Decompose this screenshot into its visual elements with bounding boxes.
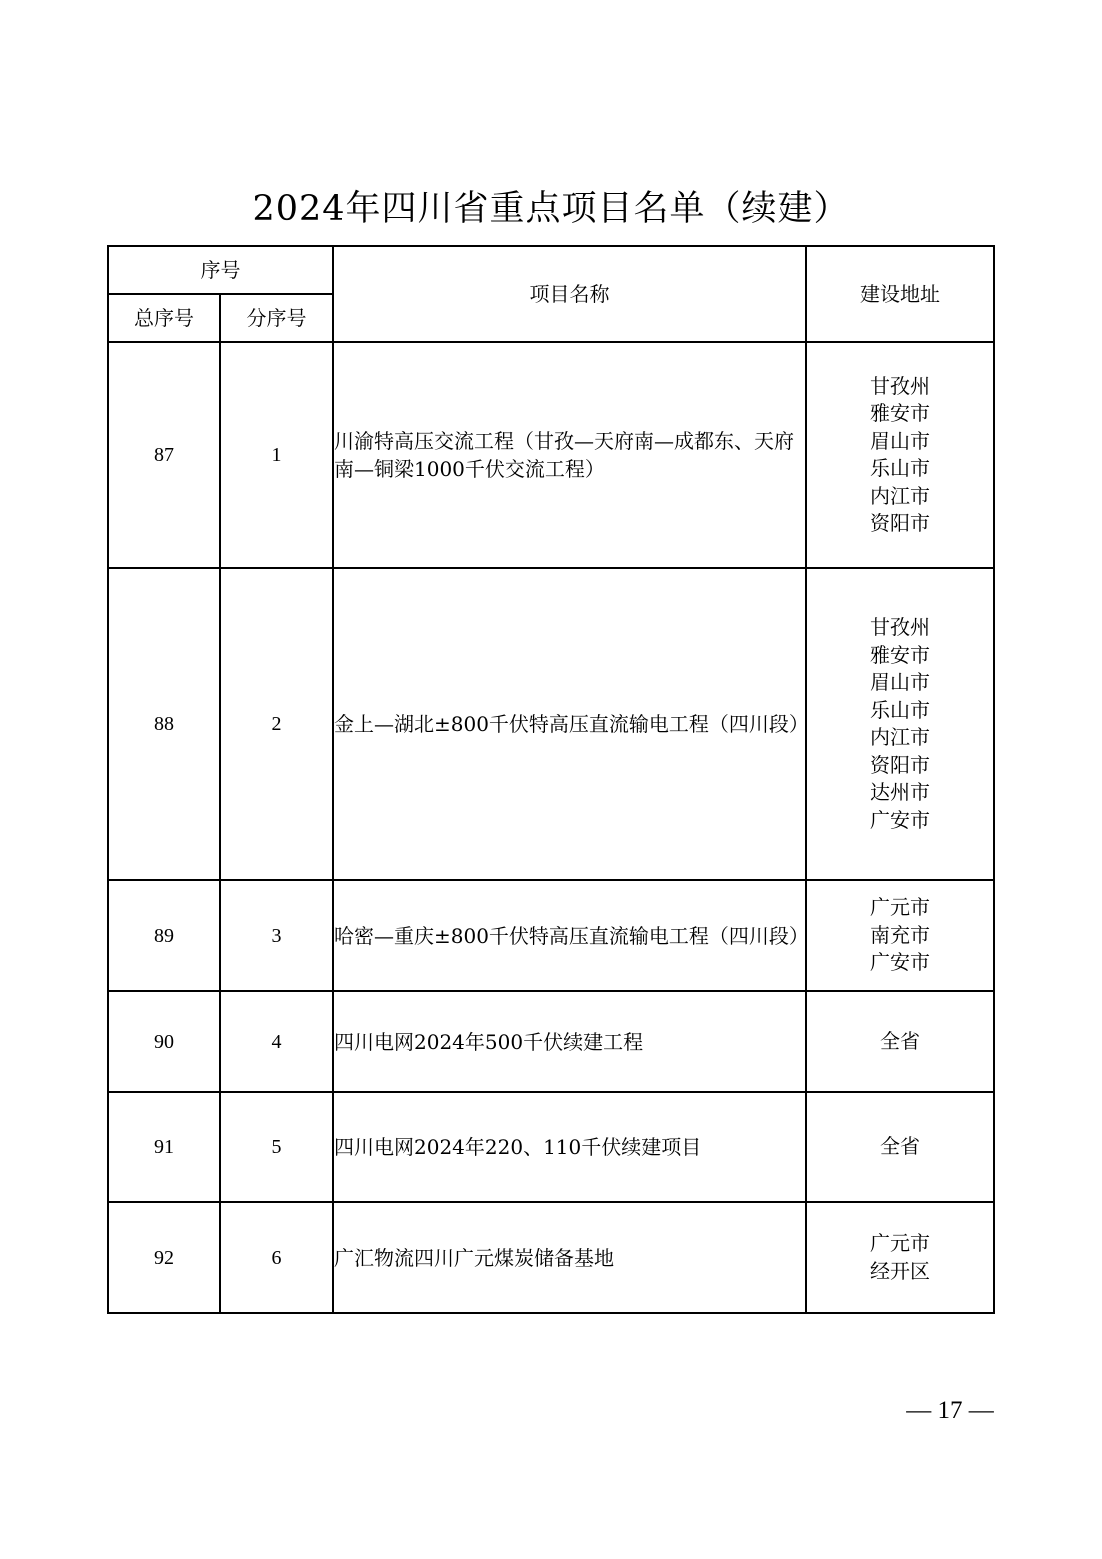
table-row bbox=[108, 880, 994, 991]
location-item: 甘孜州 bbox=[870, 615, 930, 639]
total-sequence-cell: 87 bbox=[108, 342, 220, 568]
sub-sequence-cell: 3 bbox=[220, 880, 333, 991]
project-name-cell: 四川电网2024年220、110千伏续建项目 bbox=[333, 1092, 806, 1202]
header-project-name: 项目名称 bbox=[333, 246, 806, 342]
project-name-cell: 金上—湖北±800千伏特高压直流输电工程（四川段） bbox=[333, 568, 806, 880]
location-cell bbox=[806, 1092, 994, 1202]
location-item: 达州市 bbox=[870, 780, 930, 804]
location-cell bbox=[806, 1202, 994, 1313]
table-header bbox=[108, 246, 994, 342]
location-cell bbox=[806, 991, 994, 1092]
location-item: 全省 bbox=[880, 1028, 920, 1053]
location-item: 眉山市 bbox=[870, 670, 930, 694]
location-item: 眉山市 bbox=[870, 428, 930, 453]
location-item: 全省 bbox=[880, 1134, 920, 1159]
location-item: 广安市 bbox=[870, 950, 930, 975]
location-item: 广元市 bbox=[870, 895, 930, 920]
header-sub-sequence: 分序号 bbox=[220, 294, 333, 342]
table-row bbox=[108, 1092, 994, 1202]
location-item: 广元市 bbox=[870, 1231, 930, 1255]
location-item: 资阳市 bbox=[870, 752, 930, 777]
project-table bbox=[107, 245, 995, 1314]
location-item: 南充市 bbox=[870, 922, 930, 947]
header-sequence: 序号 bbox=[108, 246, 333, 294]
location-item: 乐山市 bbox=[870, 697, 930, 722]
project-name-cell: 四川电网2024年500千伏续建工程 bbox=[333, 991, 806, 1092]
location-item: 经开区 bbox=[870, 1258, 930, 1283]
page-number: — 17 — bbox=[906, 1397, 994, 1424]
location-item: 甘孜州 bbox=[870, 373, 930, 398]
total-sequence-cell: 90 bbox=[108, 991, 220, 1092]
location-item: 内江市 bbox=[870, 483, 930, 508]
sub-sequence-cell: 5 bbox=[220, 1092, 333, 1202]
location-cell bbox=[806, 568, 994, 880]
location-item: 资阳市 bbox=[870, 511, 930, 535]
table-row bbox=[108, 1202, 994, 1313]
project-name-cell: 广汇物流四川广元煤炭储备基地 bbox=[333, 1202, 806, 1313]
table-row bbox=[108, 342, 994, 568]
sub-sequence-cell: 6 bbox=[220, 1202, 333, 1313]
project-name-cell: 哈密—重庆±800千伏特高压直流输电工程（四川段） bbox=[333, 880, 806, 991]
header-total-sequence: 总序号 bbox=[108, 294, 220, 342]
location-cell bbox=[806, 342, 994, 568]
total-sequence-cell: 92 bbox=[108, 1202, 220, 1313]
sub-sequence-cell: 4 bbox=[220, 991, 333, 1092]
page-title: 2024年四川省重点项目名单（续建） bbox=[252, 189, 850, 229]
sub-sequence-cell: 1 bbox=[220, 342, 333, 568]
total-sequence-cell: 91 bbox=[108, 1092, 220, 1202]
sub-sequence-cell: 2 bbox=[220, 568, 333, 880]
header-location: 建设地址 bbox=[806, 246, 994, 342]
project-name-cell: 川渝特高压交流工程（甘孜—天府南—成都东、天府南—铜梁1000千伏交流工程） bbox=[333, 342, 806, 568]
location-item: 广安市 bbox=[870, 807, 930, 832]
location-item: 雅安市 bbox=[870, 642, 930, 667]
location-item: 雅安市 bbox=[870, 401, 930, 425]
location-item: 内江市 bbox=[870, 725, 930, 749]
total-sequence-cell: 89 bbox=[108, 880, 220, 991]
table-row bbox=[108, 991, 994, 1092]
location-item: 乐山市 bbox=[870, 456, 930, 480]
table-body bbox=[108, 342, 994, 1313]
location-cell bbox=[806, 880, 994, 991]
total-sequence-cell: 88 bbox=[108, 568, 220, 880]
table-row bbox=[108, 568, 994, 880]
